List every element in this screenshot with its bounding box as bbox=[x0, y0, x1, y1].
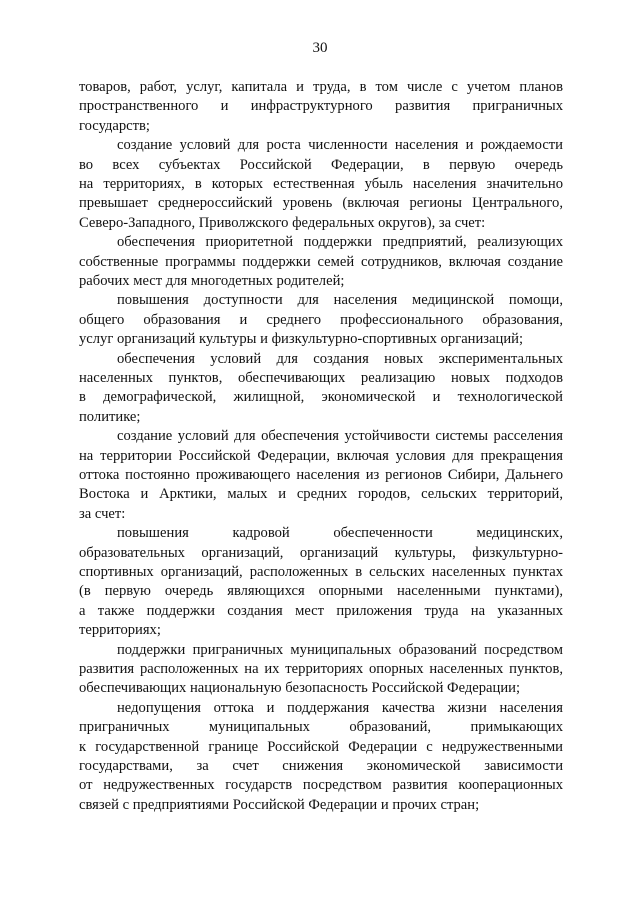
text-line: повышения кадровой обеспеченности медицинских, bbox=[117, 525, 563, 542]
text-line: товаров, работ, услуг, капитала и труда, в том числе с учетом планов bbox=[79, 79, 563, 95]
text-line: во всех субъектах Российской Федерации, в первую очередь bbox=[79, 156, 563, 173]
text-line: создание условий для роста численности населения и рождаемости bbox=[117, 137, 563, 154]
text-line: за счет: bbox=[79, 505, 126, 522]
text-line: приграничных муниципальных образований, примыкающих bbox=[79, 719, 563, 736]
text-line: пространственного и инфраструктурного развития приграничных bbox=[79, 98, 563, 115]
text-line: создание условий для обеспечения устойчивости системы расселения bbox=[117, 428, 563, 445]
text-line: Востока и Арктики, малых и средних городов, сельских территорий, bbox=[79, 486, 563, 503]
text-line: территориях; bbox=[79, 622, 161, 639]
text-line: населенных пунктов, обеспечивающих реализацию новых подходов bbox=[79, 370, 563, 386]
text-line: услуг организаций культуры и физкультурно-спортивных организаций; bbox=[79, 331, 524, 348]
text-line: а также поддержки создания мест приложения труда на указанных bbox=[79, 602, 563, 619]
text-line: в демографической, жилищной, экономической и технологической bbox=[79, 389, 563, 406]
text-line: от недружественных государств посредством развития кооперационных bbox=[79, 777, 563, 794]
page-number: 30 bbox=[312, 40, 328, 56]
text-line: государствами, за счет снижения экономической зависимости bbox=[79, 758, 563, 774]
text-line: связей с предприятиями Российской Федерации и прочих стран; bbox=[79, 796, 480, 813]
text-line: поддержки приграничных муниципальных образований посредством bbox=[117, 641, 563, 658]
text-line: государств; bbox=[79, 117, 150, 134]
text-line: развития расположенных на их территориях опорных населенных пунктов, bbox=[79, 661, 563, 677]
text-line: повышения доступности для населения медицинской помощи, bbox=[117, 292, 563, 309]
text-line: (в первую очередь являющихся опорными населенными пунктами), bbox=[79, 583, 563, 600]
text-line: превышает среднероссийский уровень (включая регионы Центрального, bbox=[79, 195, 563, 212]
text-line: на территории Российской Федерации, включая условия для прекращения bbox=[79, 447, 563, 464]
text-line: общего образования и среднего профессионального образования, bbox=[79, 311, 563, 328]
text-line: спортивных организаций, расположенных в сельских населенных пунктах bbox=[79, 564, 563, 580]
text-line: обеспечения приоритетной поддержки предприятий, реализующих bbox=[117, 234, 563, 251]
text-line: рабочих мест для многодетных родителей; bbox=[79, 273, 345, 289]
text-line: к государственной границе Российской Федерации с недружественными bbox=[79, 738, 563, 755]
text-line: на территориях, в которых естественная убыль населения значительно bbox=[79, 176, 563, 192]
text-line: политике; bbox=[79, 408, 141, 425]
text-line: образовательных организаций, организаций культуры, физкультурно- bbox=[79, 544, 563, 561]
text-line: обеспечения условий для создания новых экспериментальных bbox=[117, 350, 563, 367]
text-line: недопущения оттока и поддержания качества жизни населения bbox=[117, 699, 563, 716]
text-line: оттока постоянно проживающего населения из регионов Сибири, Дальнего bbox=[79, 467, 563, 483]
text-line: собственные программы поддержки семей сотрудников, включая создание bbox=[79, 253, 563, 270]
text-line: Северо-Западного, Приволжского федеральных округов), за счет: bbox=[79, 214, 486, 231]
text-line: обеспечивающих национальную безопасность Российской Федерации; bbox=[79, 680, 521, 697]
